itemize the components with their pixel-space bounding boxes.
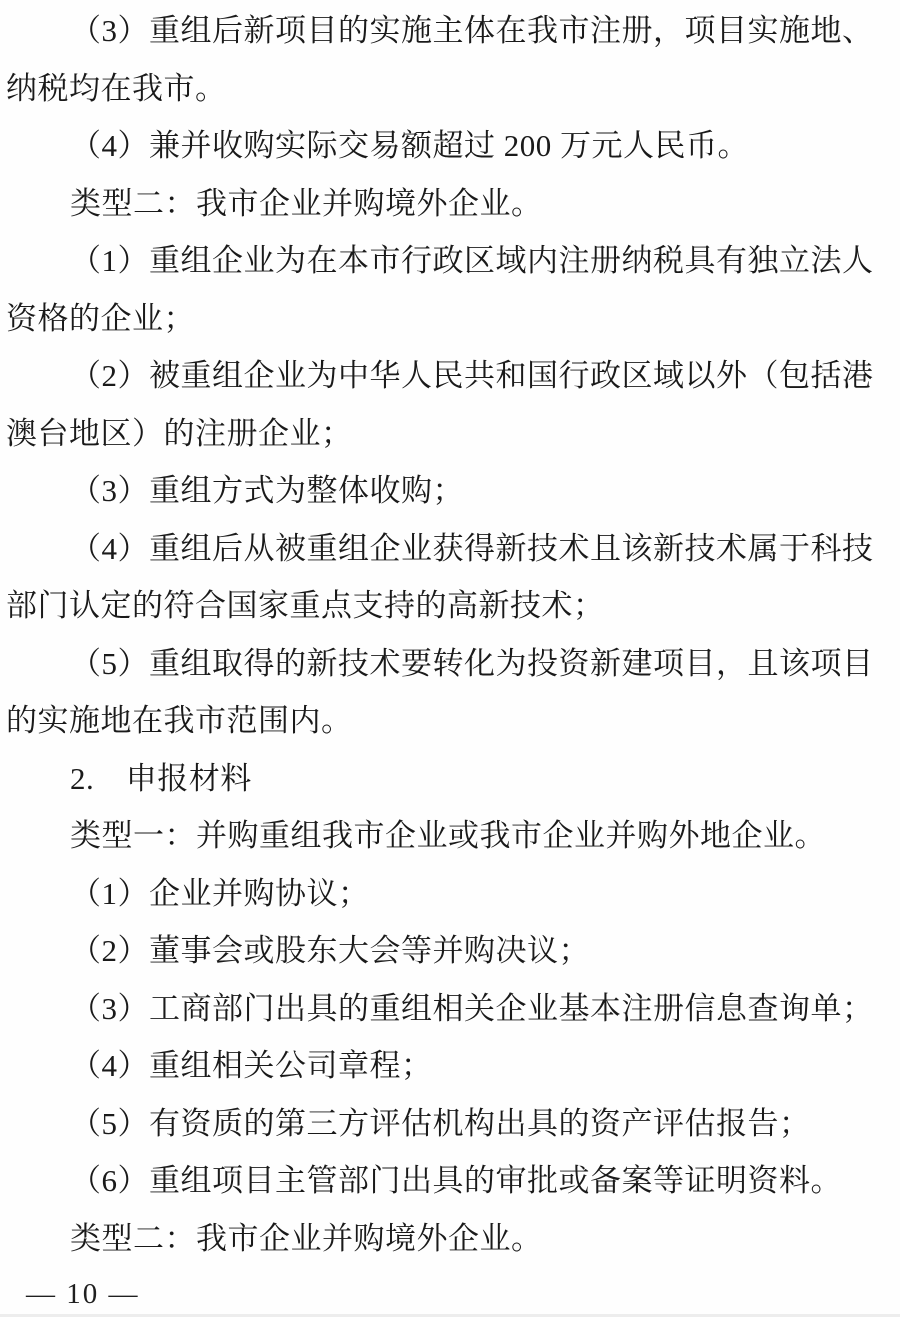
paragraph [6, 980, 886, 1038]
paragraph [6, 807, 886, 865]
text-line: 类型二：我市企业并购境外企业。 [70, 185, 543, 221]
paragraph [6, 520, 886, 635]
text-line: （4）兼并收购实际交易额超过 200 万元人民币。 [70, 128, 749, 163]
text-line: （2）董事会或股东大会等并购决议； [70, 933, 590, 968]
text-line: （1）重组企业为在本市行政区域内注册纳税具有独立法人 [70, 243, 874, 278]
text-line: （2）被重组企业为中华人民共和国行政区域以外（包括港 [70, 358, 874, 393]
paragraph [6, 750, 886, 808]
text-line: 纳税均在我市。 [6, 70, 227, 106]
paragraph [6, 1210, 886, 1268]
paragraph [6, 232, 886, 347]
text-line: （1）企业并购协议； [70, 875, 370, 911]
paragraph [6, 175, 886, 233]
text-line: （4）重组相关公司章程； [70, 1048, 433, 1083]
page-footer [26, 1272, 140, 1317]
text-line: 2. 申报材料 [70, 760, 252, 796]
text-line: （4）重组后从被重组企业获得新技术且该新技术属于科技 [70, 530, 874, 566]
text-line: 类型二：我市企业并购境外企业。 [70, 1220, 543, 1256]
paragraph [6, 347, 886, 462]
text-line: 资格的企业； [6, 300, 195, 336]
paragraph [6, 635, 886, 750]
paragraph [6, 1095, 886, 1153]
text-line: 部门认定的符合国家重点支持的高新技术； [6, 588, 605, 623]
text-line: 澳台地区）的注册企业； [6, 415, 353, 451]
paragraph [6, 865, 886, 923]
text-line: （3）工商部门出具的重组相关企业基本注册信息查询单； [70, 990, 874, 1026]
paragraph [6, 462, 886, 520]
text-line: （3）重组方式为整体收购； [70, 473, 464, 508]
page-number: — 10 — [26, 1278, 140, 1310]
text-line: （5）重组取得的新技术要转化为投资新建项目，且该项目 [70, 645, 874, 681]
text-line: 类型一：并购重组我市企业或我市企业并购外地企业。 [70, 818, 826, 853]
paragraph [6, 922, 886, 980]
document-body [6, 2, 886, 1267]
paragraph [6, 2, 886, 117]
text-line: 的实施地在我市范围内。 [6, 703, 353, 738]
paragraph [6, 1152, 886, 1210]
paragraph [6, 117, 886, 175]
text-line: （6）重组项目主管部门出具的审批或备案等证明资料。 [70, 1163, 842, 1198]
text-line: （3）重组后新项目的实施主体在我市注册，项目实施地、 [70, 13, 874, 48]
text-line: （5）有资质的第三方评估机构出具的资产评估报告； [70, 1105, 811, 1141]
paragraph [6, 1037, 886, 1095]
